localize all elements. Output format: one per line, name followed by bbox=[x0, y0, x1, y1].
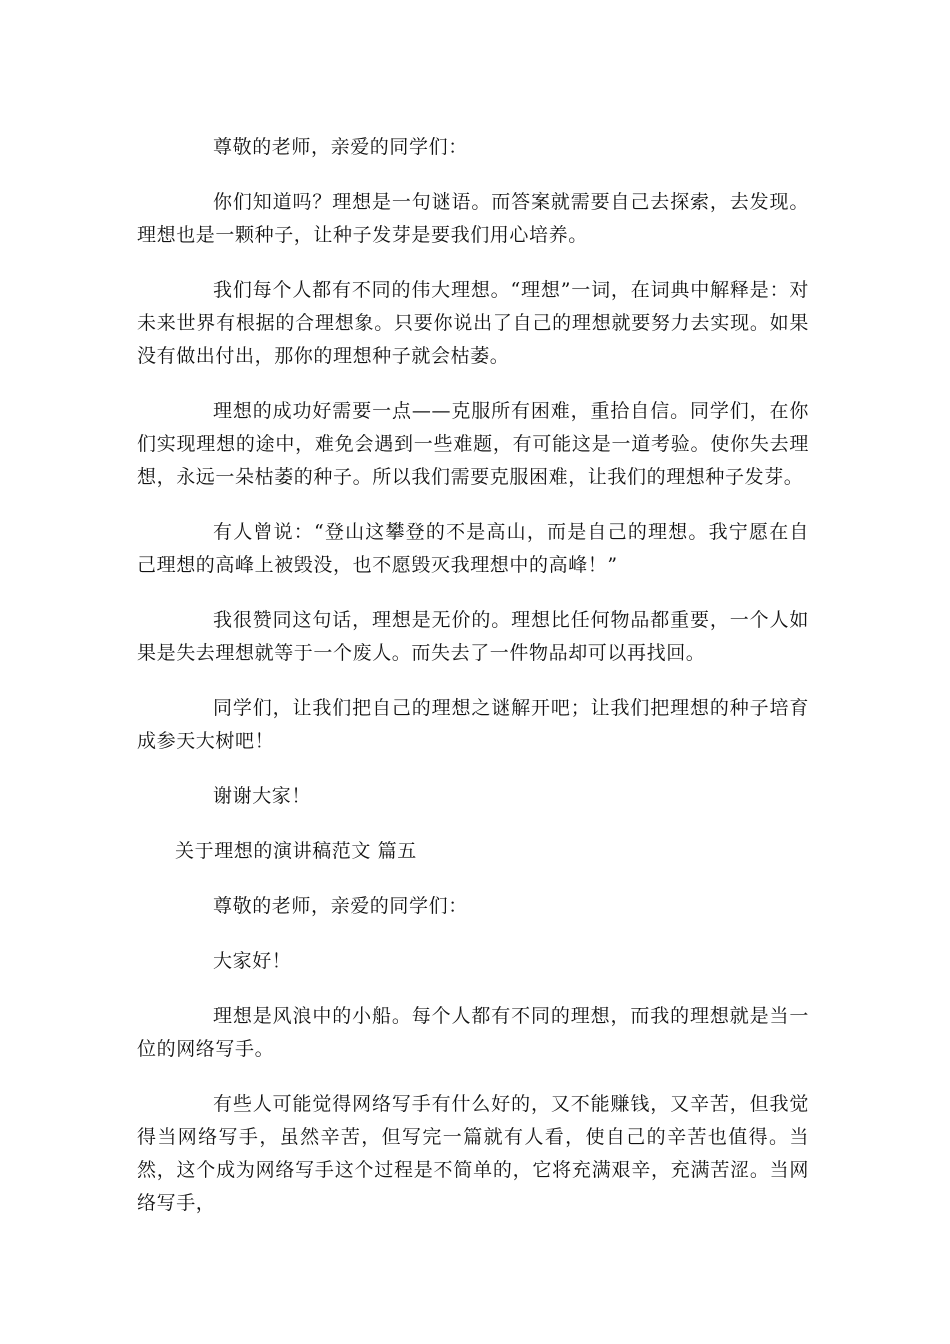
paragraph-greeting: 尊敬的老师，亲爱的同学们： bbox=[213, 136, 468, 158]
paragraph-closing: 谢谢大家！ bbox=[213, 785, 312, 807]
paragraph: 我很赞同这句话，理想是无价的。理想比任何物品都重要，一个人如果是失去理想就等于一个废人。而失去了一件物品却可以再找回。 bbox=[137, 609, 809, 664]
paragraph: 你们知道吗？理想是一句谜语。而答案就需要自己去探索，去发现。理想也是一颗种子，让种子发芽是要我们用心培养。 bbox=[137, 191, 809, 246]
section-heading: 关于理想的演讲稿范文 篇五 bbox=[175, 840, 417, 862]
paragraph-quote: 有人曾说：“登山这攀登的不是高山，而是自己的理想。我宁愿在自己理想的高峰上被毁没，也不愿毁灭我理想中的高峰！” bbox=[137, 521, 809, 576]
paragraph-greeting: 尊敬的老师，亲爱的同学们： bbox=[213, 895, 468, 917]
paragraph: 有些人可能觉得网络写手有什么好的，又不能赚钱，又辛苦，但我觉得当网络写手，虽然辛苦，但写完一篇就有人看，使自己的辛苦也值得。当然，这个成为网络写手这个过程是不简单的，它将充满艰辛，充满苦涩。当网络写手， bbox=[137, 1093, 809, 1214]
paragraph: 同学们，让我们把自己的理想之谜解开吧；让我们把理想的种子培育成参天大树吧！ bbox=[137, 697, 809, 752]
paragraph: 我们每个人都有不同的伟大理想。“理想”一词，在词典中解释是：对未来世界有根据的合理想象。只要你说出了自己的理想就要努力去实现。如果没有做出付出，那你的理想种子就会枯萎。 bbox=[137, 279, 809, 367]
paragraph-salutation: 大家好！ bbox=[213, 950, 292, 972]
paragraph: 理想是风浪中的小船。每个人都有不同的理想，而我的理想就是当一位的网络写手。 bbox=[137, 1005, 809, 1060]
paragraph: 理想的成功好需要一点——克服所有困难，重拾自信。同学们，在你们实现理想的途中，难免会遇到一些难题，有可能这是一道考验。使你失去理想，永远一朵枯萎的种子。所以我们需要克服困难，让我们的理想种子发芽。 bbox=[137, 400, 809, 488]
document-body bbox=[137, 131, 809, 1242]
